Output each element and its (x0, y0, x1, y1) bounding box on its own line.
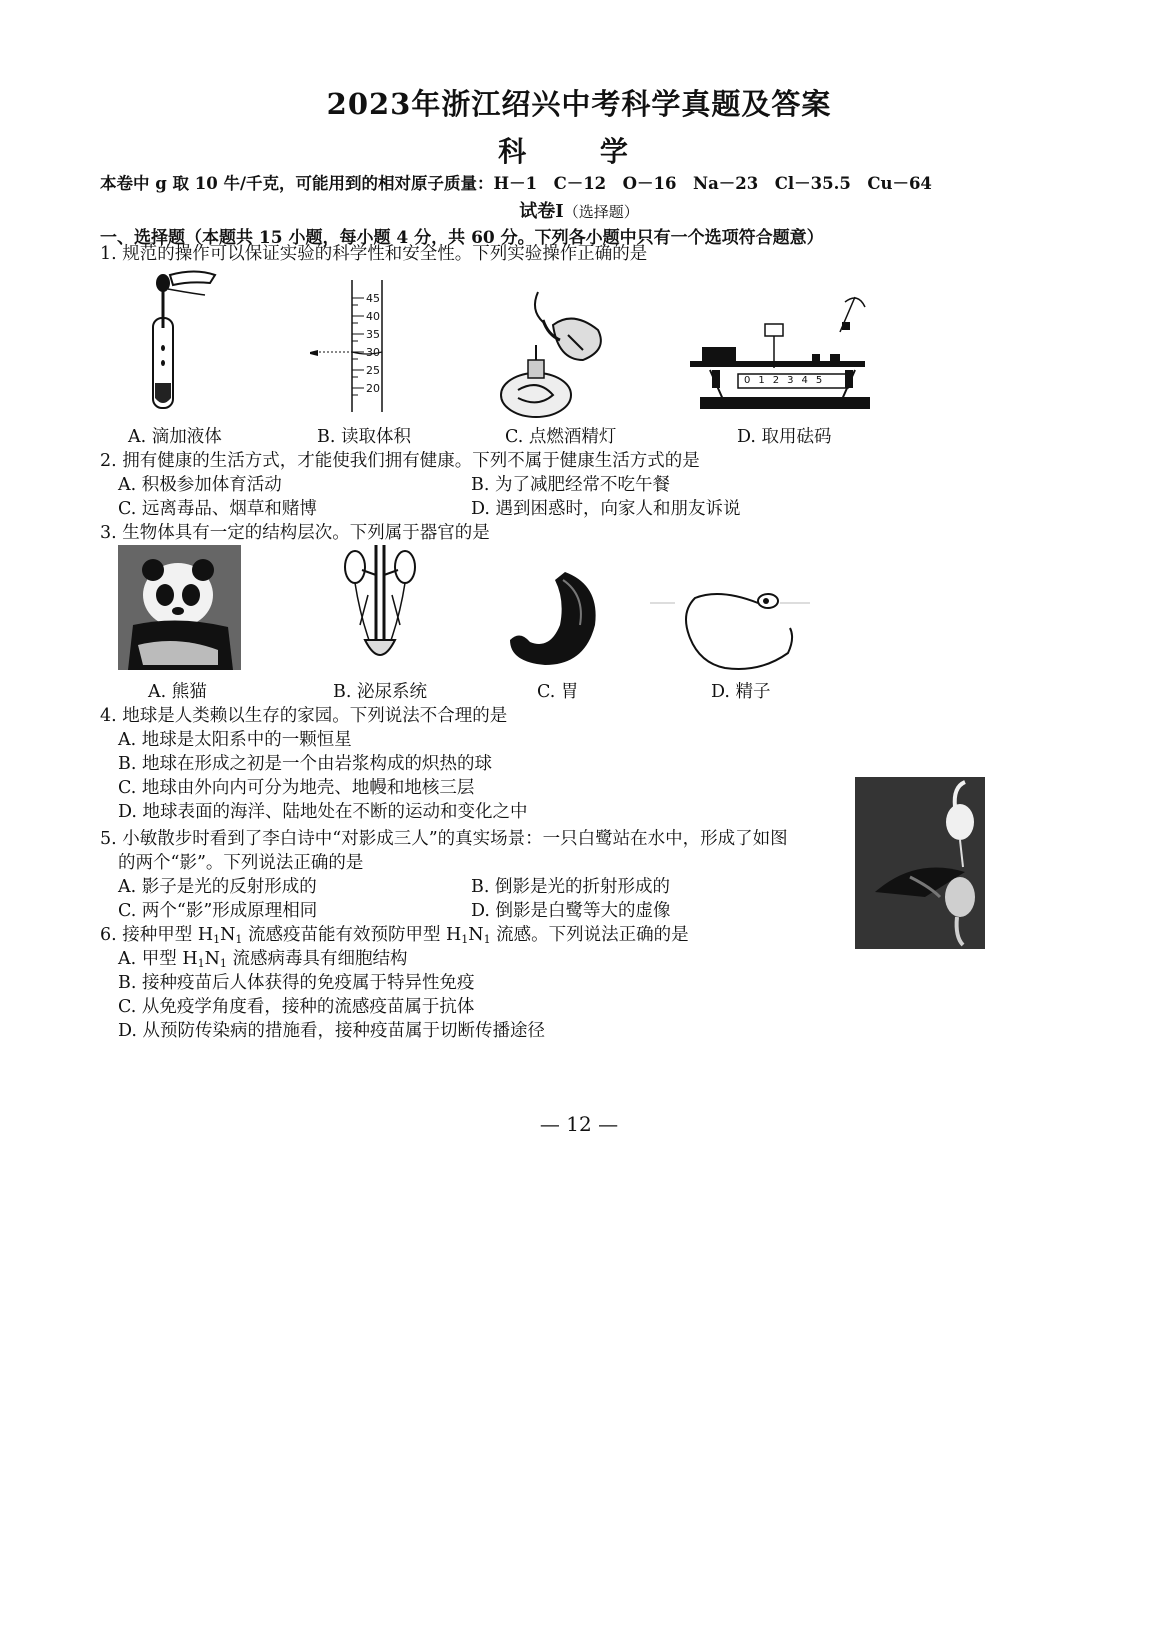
q6-stem-part-d: N (468, 925, 484, 945)
alcohol-lamp-figure (498, 290, 623, 420)
q6-option-a-part-a: A. 甲型 H (118, 949, 198, 969)
page-number: — 12 — (539, 1112, 619, 1136)
paper-type: （选择题） (563, 203, 639, 221)
question-4-stem: 4. 地球是人类赖以生存的家园。下列说法不合理的是 (100, 706, 508, 726)
subject-heading: 科 学 (498, 135, 660, 168)
q5-option-d: D. 倒影是白鹭等大的虚像 (471, 901, 671, 921)
cylinder-tick-45: 45 (366, 292, 380, 305)
q4-option-d: D. 地球表面的海洋、陆地处在不断的运动和变化之中 (118, 802, 528, 822)
cylinder-tick-40: 40 (366, 310, 380, 323)
balance-tick-3: 3 (787, 375, 794, 386)
q4-option-a: A. 地球是太阳系中的一颗恒星 (118, 730, 352, 750)
cylinder-ticks (366, 290, 380, 398)
q6-subscript-2: 1 (235, 933, 243, 946)
q3-option-c: C. 胃 (537, 682, 579, 702)
q5-option-a: A. 影子是光的反射形成的 (118, 877, 317, 897)
paper-label-text: 试卷Ⅰ (519, 201, 564, 222)
question-2-stem: 2. 拥有健康的生活方式，才能使我们拥有健康。下列不属于健康生活方式的是 (100, 451, 700, 471)
q1-option-b: B. 读取体积 (317, 427, 411, 447)
q6-option-a-part-c: 流感病毒具有细胞结构 (226, 949, 408, 969)
q3-option-b: B. 泌尿系统 (333, 682, 427, 702)
q1-option-a: A. 滴加液体 (128, 427, 222, 447)
urinary-system-figure (340, 545, 420, 670)
q2-option-d: D. 遇到困惑时，向家人和朋友诉说 (471, 499, 741, 519)
q6-stem-part-b: N (220, 925, 236, 945)
cylinder-tick-25: 25 (366, 364, 380, 377)
balance-tick-1: 1 (758, 375, 765, 386)
question-6-stem (100, 921, 689, 946)
q1-option-d: D. 取用砝码 (737, 427, 832, 447)
q6-subscript-1: 1 (213, 933, 221, 946)
cylinder-tick-35: 35 (366, 328, 380, 341)
q2-option-b: B. 为了减肥经常不吃午餐 (471, 475, 670, 495)
exam-note: 本卷中 g 取 10 牛/千克，可能用到的相对原子质量：H－1 C－12 O－16 Na－23 Cl－35.5 Cu－64 (100, 174, 932, 193)
q2-option-a: A. 积极参加体育活动 (118, 475, 282, 495)
q6-subscript-3: 1 (461, 933, 469, 946)
question-5-stem-line-2: 的两个“影”。下列说法正确的是 (118, 853, 364, 873)
q4-option-b: B. 地球在形成之初是一个由岩浆构成的炽热的球 (118, 754, 492, 774)
q2-option-c: C. 远离毒品、烟草和赌博 (118, 499, 317, 519)
q6-option-a-subscript-2: 1 (219, 957, 227, 970)
q3-option-a: A. 熊猫 (148, 682, 207, 702)
q5-option-b: B. 倒影是光的折射形成的 (471, 877, 670, 897)
q6-stem-part-c: 流感疫苗能有效预防甲型 H (242, 925, 462, 945)
q4-option-c: C. 地球由外向内可分为地壳、地幔和地核三层 (118, 778, 475, 798)
q3-option-d: D. 精子 (711, 682, 771, 702)
page-title: 2023年浙江绍兴中考科学真题及答案 (326, 87, 832, 121)
q6-option-d: D. 从预防传染病的措施看，接种疫苗属于切断传播途径 (118, 1021, 546, 1041)
q6-option-b: B. 接种疫苗后人体获得的免疫属于特异性免疫 (118, 973, 475, 993)
question-5-stem-line-1: 5. 小敏散步时看到了李白诗中“对影成三人”的真实场景：一只白鹭站在水中，形成了如图 (100, 829, 788, 849)
q5-option-c: C. 两个“影”形成原理相同 (118, 901, 318, 921)
q6-option-a-subscript-1: 1 (197, 957, 205, 970)
balance-tick-0: 0 (744, 375, 751, 386)
egret-photo (855, 777, 985, 949)
cylinder-tick-30: 30 (366, 346, 380, 359)
balance-tick-4: 4 (801, 375, 808, 386)
q6-stem-part-e: 流感。下列说法正确的是 (490, 925, 689, 945)
q6-subscript-4: 1 (483, 933, 491, 946)
dropper-test-tube-figure (135, 263, 230, 413)
question-3-stem: 3. 生物体具有一定的结构层次。下列属于器官的是 (100, 523, 490, 543)
sperm-figure (650, 583, 810, 673)
q6-option-c: C. 从免疫学角度看，接种的流感疫苗属于抗体 (118, 997, 475, 1017)
q6-stem-part-a: 6. 接种甲型 H (100, 925, 214, 945)
balance-figure (690, 292, 880, 412)
question-1-stem: 1. 规范的操作可以保证实验的科学性和安全性。下列实验操作正确的是 (100, 244, 648, 264)
q6-option-a (118, 945, 407, 970)
stomach-figure (505, 570, 605, 670)
balance-ticks (744, 375, 822, 386)
panda-photo (118, 545, 241, 670)
balance-tick-5: 5 (815, 375, 823, 386)
balance-tick-2: 2 (772, 375, 780, 386)
q6-option-a-part-b: N (204, 949, 220, 969)
cylinder-tick-20: 20 (366, 382, 380, 395)
section-header: 一、选择题（本题共 15 小题，每小题 4 分，共 60 分。下列各小题中只有一个选项符合题意） (100, 228, 824, 248)
paper-label (0, 197, 1158, 223)
q1-option-c: C. 点燃酒精灯 (505, 427, 617, 447)
